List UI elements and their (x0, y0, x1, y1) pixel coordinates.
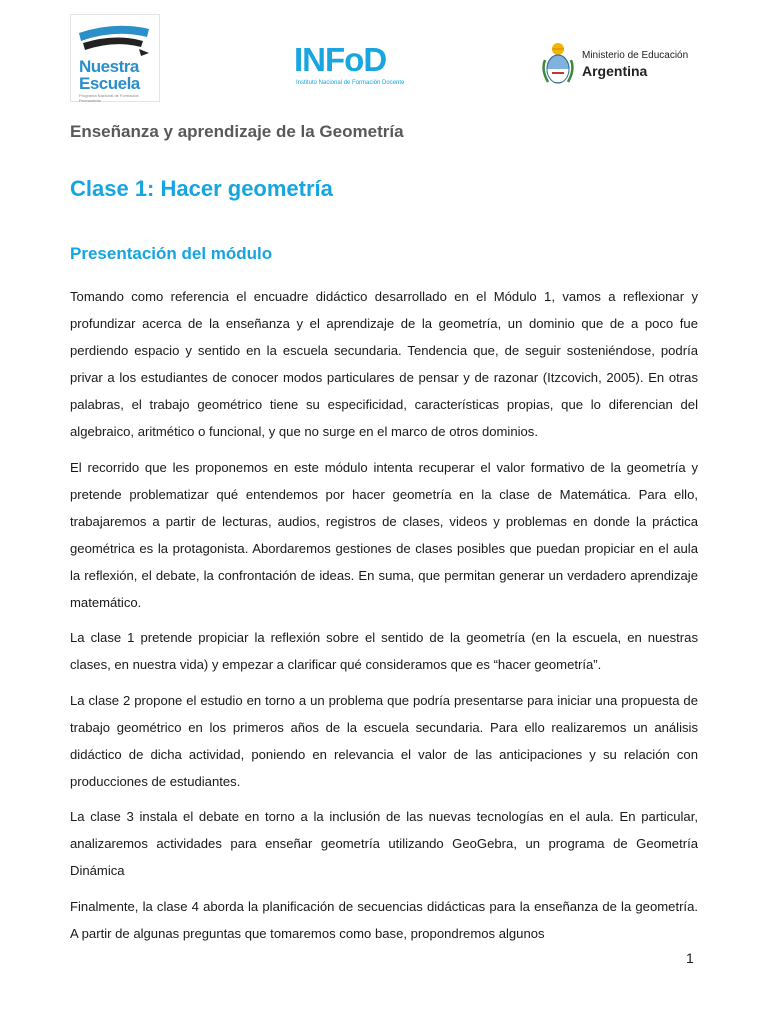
nuestra-escuela-line2: Escuela (79, 74, 140, 93)
infod-wordmark: INFoD (294, 41, 387, 78)
paragraph: La clase 1 pretende propiciar la reflexión sobre el sentido de la geometría (en la escuela, en nuestras clases, en nuestra vida) y empezar a clarificar qué consideramos que es “hacer geometría”. (70, 630, 698, 672)
ministerio-logo (540, 38, 700, 88)
argentina-coat-of-arms-icon (540, 40, 576, 86)
infod-logo (294, 42, 434, 92)
infod-subtitle: Instituto Nacional de Formación Docente (296, 80, 405, 86)
paragraph: La clase 3 instala el debate en torno a la inclusión de las nuevas tecnologías en el aula. En particular, analizaremos actividades para enseñar geometría utilizando GeoGebra, un programa de Geometría Dinámica (70, 809, 698, 878)
nuestra-escuela-logo (70, 14, 160, 102)
ministerio-line1: Ministerio de Educación (582, 50, 689, 61)
paragraph: Finalmente, la clase 4 aborda la planificación de secuencias didácticas para la enseñanza de la geometría. A partir de algunas preguntas que tomaremos como base, propondremos algunos (70, 898, 698, 941)
ministerio-line2: Argentina (582, 63, 648, 79)
paragraph: La clase 2 propone el estudio en torno a un problema que podría presentarse para iniciar una propuesta de trabajo geométrico en los primeros años de la escuela secundaria. Para ello realizaremos un análisis didáctico de dicha actividad, poniendo en relevancia el valor de las anticipaciones y su relación con producciones de estudiantes. (70, 692, 698, 789)
nuestra-escuela-emblem-icon (75, 19, 157, 59)
paragraph: Tomando como referencia el encuadre didáctico desarrollado en el Módulo 1, vamos a reflexionar y profundizar acerca de la enseñanza y el aprendizaje de la geometría, un dominio que de a poco fue perdiendo espacio y sentido en la escuela secundaria. Tendencia que, de seguir sosteniéndose, podría privar a los estudiantes de conocer modos particulares de pensar y de razonar (Itzcovich, 2005). En otras palabras, el trabajo geométrico tiene su especificidad, características propias, que lo diferencian del algebraico, aritmético o funcional, y que no surge en el marco de otros dominios. (70, 289, 698, 439)
nuestra-escuela-tagline: Programa Nacional de Formación Permanente (79, 93, 139, 103)
clase-title: Clase 1: Hacer geometría (70, 176, 333, 201)
nuestra-escuela-line1: Nuestra (79, 57, 139, 76)
paragraph: El recorrido que les proponemos en este módulo intenta recuperar el valor formativo de la geometría y pretende problematizar qué entendemos por hacer geometría en la clase de Matemática. Para ello, trabajaremos a partir de lecturas, audios, registros de clases, videos y problemas en donde la práctica geométrica es la protagonista. Abordaremos gestiones de clases posibles que puedan propiciar en el aula la reflexión, el debate, la confrontación de ideas. En suma, que permitan generar un verdadero aprendizaje matemático. (70, 459, 698, 610)
page-header (0, 0, 768, 110)
page-number: 1 (686, 950, 694, 966)
section-title: Presentación del módulo (70, 244, 273, 263)
body-text (70, 283, 698, 955)
course-title: Enseñanza y aprendizaje de la Geometría (70, 122, 404, 141)
